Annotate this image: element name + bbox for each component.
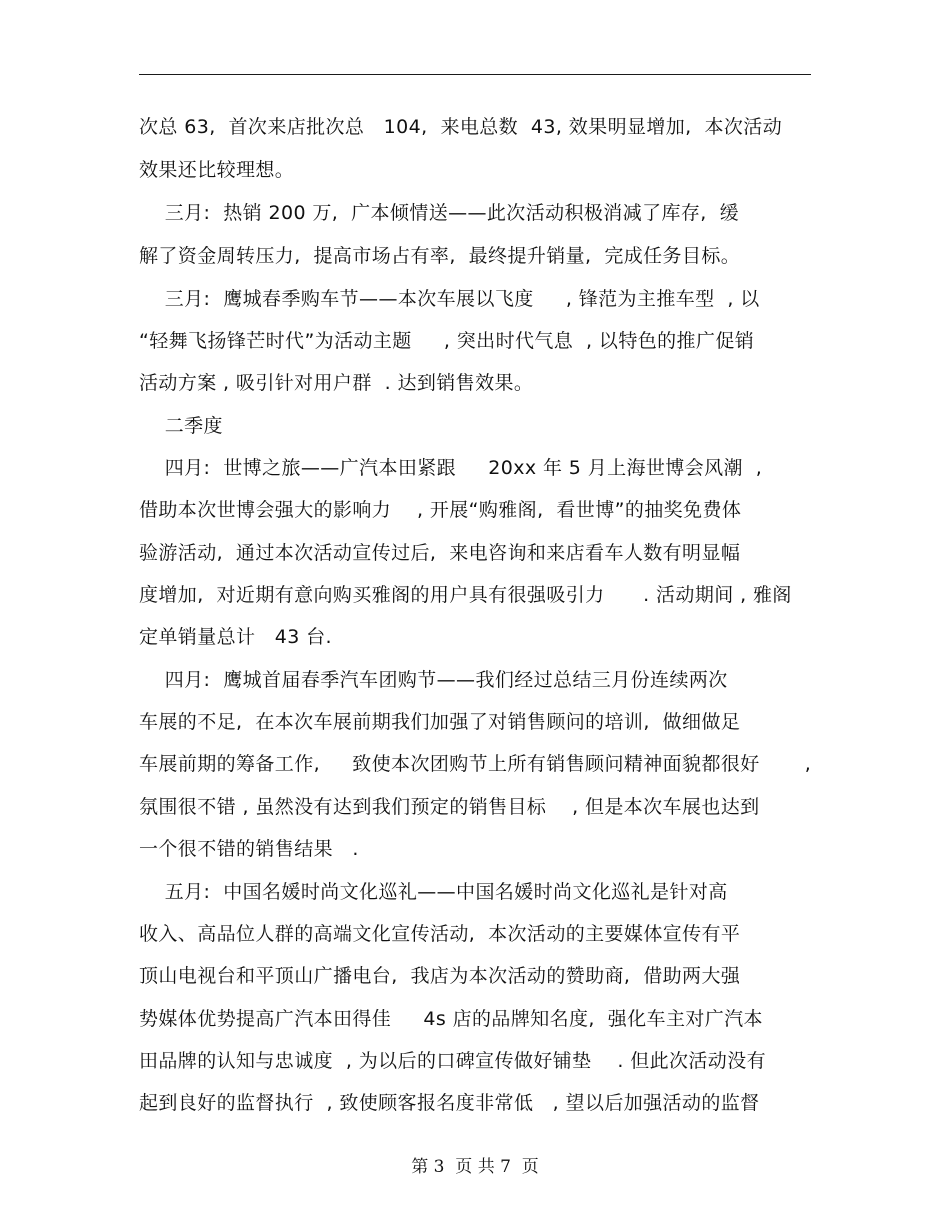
body-text-line: “轻舞飞扬锋芒时代”为活动主题 , 突出时代气息 , 以特色的推广促销 (139, 330, 755, 352)
body-text-line: 起到良好的监督执行 , 致使顾客报名度非常低 , 望以后加强活动的监督 (139, 1092, 760, 1114)
body-text-line: 解了资金周转压力, 提高市场占有率, 最终提升销量, 完成任务目标。 (139, 245, 741, 267)
body-text-line: 三月: 鹰城春季购车节——本次车展以飞度 , 锋范为主推车型 , 以 (139, 288, 760, 310)
body-text-line: 效果还比较理想。 (139, 159, 295, 181)
body-text-line: 收入、高品位人群的高端文化宣传活动, 本次活动的主要媒体宣传有平 (139, 923, 741, 945)
body-text-line: 四月: 鹰城首届春季汽车团购节——我们经过总结三月份连续两次 (139, 669, 728, 691)
header-rule (139, 74, 811, 75)
body-text-line: 三月: 热销 200 万, 广本倾情送——此次活动积极消减了库存, 缓 (139, 202, 740, 224)
body-text-line: 借助本次世博会强大的影响力 , 开展“购雅阁, 看世博”的抽奖免费体 (139, 499, 742, 521)
body-text-line: 活动方案 , 吸引针对用户群 . 达到销售效果。 (139, 372, 534, 394)
body-text-line: 顶山电视台和平顶山广播电台, 我店为本次活动的赞助商, 借助两大强 (139, 965, 741, 987)
section-heading: 二季度 (139, 415, 223, 437)
body-text-line: 四月: 世博之旅——广汽本田紧跟 20xx 年 5 月上海世博会风潮 , (139, 457, 763, 479)
body-text-line: 一个很不错的销售结果 . (139, 838, 359, 860)
body-text-line: 车展前期的筹备工作, 致使本次团购节上所有销售顾问精神面貌都很好 , (139, 753, 812, 775)
page-number-footer: 第 3 页 共 7 页 (411, 1157, 539, 1177)
body-text-line: 定单销量总计 43 台. (139, 626, 332, 648)
body-text-line: 次总 63, 首次来店批次总 104, 来电总数 43, 效果明显增加, 本次活动 (139, 116, 783, 138)
body-text-line: 验游活动, 通过本次活动宣传过后, 来电咨询和来店看车人数有明显幅 (139, 542, 741, 564)
body-text-line: 势媒体优势提高广汽本田得佳 4s 店的品牌知名度, 强化车主对广汽本 (139, 1008, 763, 1030)
body-text-line: 氛围很不错 , 虽然没有达到我们预定的销售目标 , 但是本次车展也达到 (139, 796, 760, 818)
body-text-line: 田品牌的认知与忠诚度 , 为以后的口碑宣传做好铺垫 . 但此次活动没有 (139, 1050, 766, 1072)
body-text-line: 车展的不足, 在本次车展前期我们加强了对销售顾问的培训, 做细做足 (139, 711, 741, 733)
body-text-line: 五月: 中国名媛时尚文化巡礼——中国名媛时尚文化巡礼是针对高 (139, 881, 728, 903)
body-text-line: 度增加, 对近期有意向购买雅阁的用户具有很强吸引力 . 活动期间 , 雅阁 (139, 584, 792, 606)
